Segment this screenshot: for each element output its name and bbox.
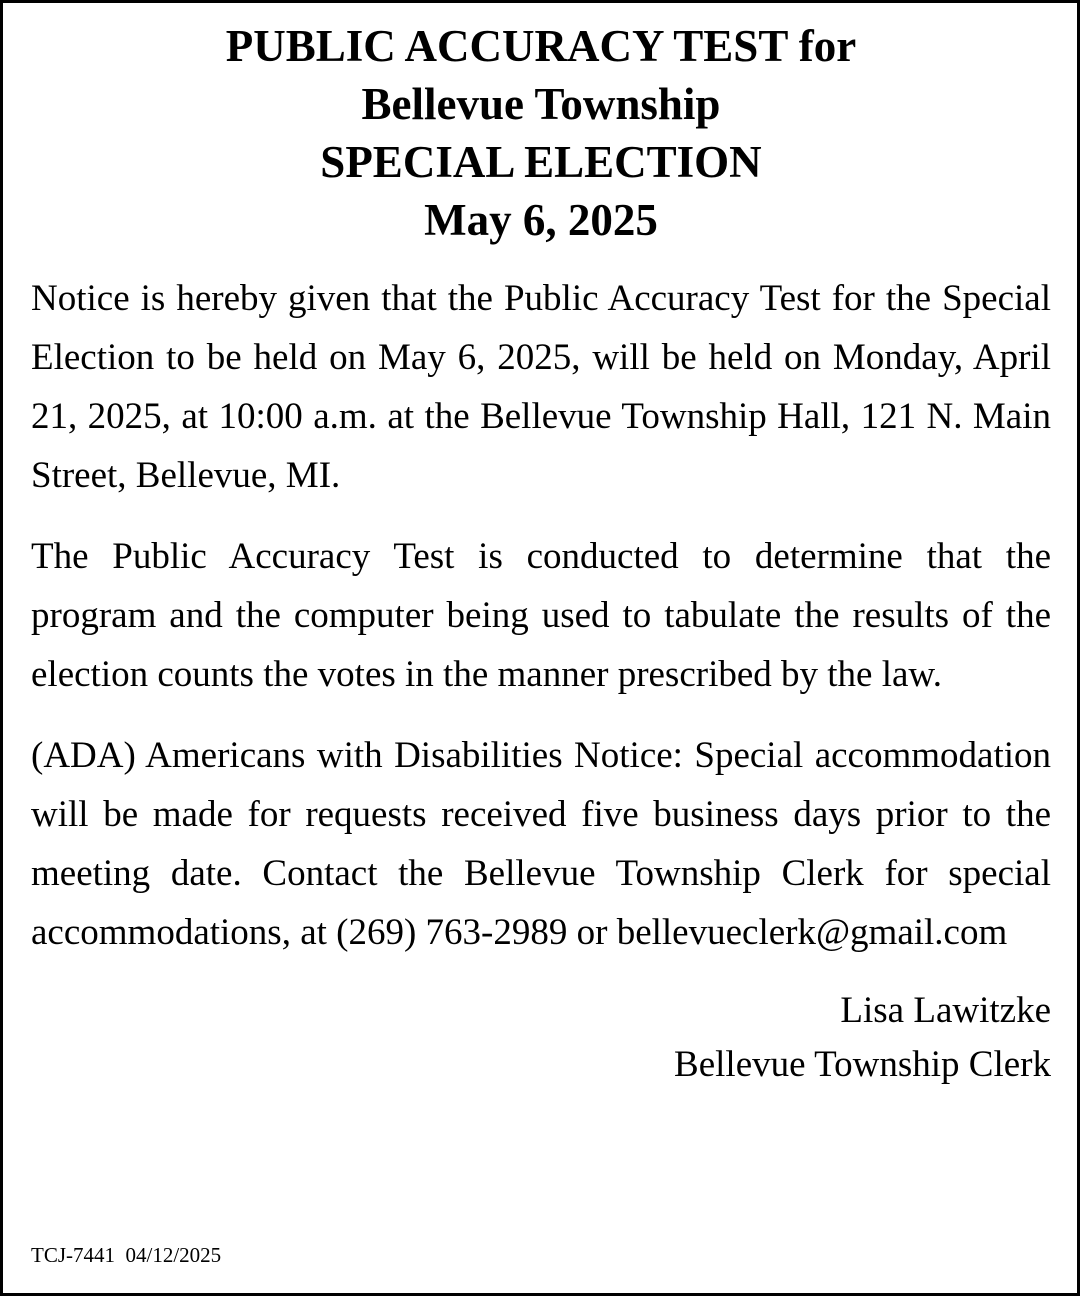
township-name: Bellevue Township xyxy=(361,79,721,129)
clerk-name: Lisa Lawitzke xyxy=(840,990,1051,1031)
reference-footer: TCJ-7441 04/12/2025 xyxy=(31,1243,222,1267)
ada-notice-paragraph: (ADA) Americans with Disabilities Notice: Special accommodation will be made for requests received five business days prior to the meeting date. Contact the Bellevue Township Clerk for special accommodations, at (269) 763-2989 or bellevueclerk@gmail.com xyxy=(31,735,1051,953)
notice-header xyxy=(31,17,1051,249)
clerk-title: Bellevue Township Clerk xyxy=(674,1044,1051,1085)
signature-block xyxy=(31,984,1051,1092)
notice-paragraph: Notice is hereby given that the Public Accuracy Test for the Special Election to be held on May 6, 2025, will be held on Monday, April 21, 2025, at 10:00 a.m. at the Bellevue Township Hall, 121 N. Main Street, Bellevue, MI. xyxy=(31,278,1051,496)
notice-title: PUBLIC ACCURACY TEST for xyxy=(225,21,857,71)
purpose-paragraph: The Public Accuracy Test is conducted to determine that the program and the computer being used to tabulate the results of the election counts the votes in the manner prescribed by the law. xyxy=(31,536,1051,695)
election-type: SPECIAL ELECTION xyxy=(320,137,762,187)
election-date: May 6, 2025 xyxy=(424,195,658,245)
